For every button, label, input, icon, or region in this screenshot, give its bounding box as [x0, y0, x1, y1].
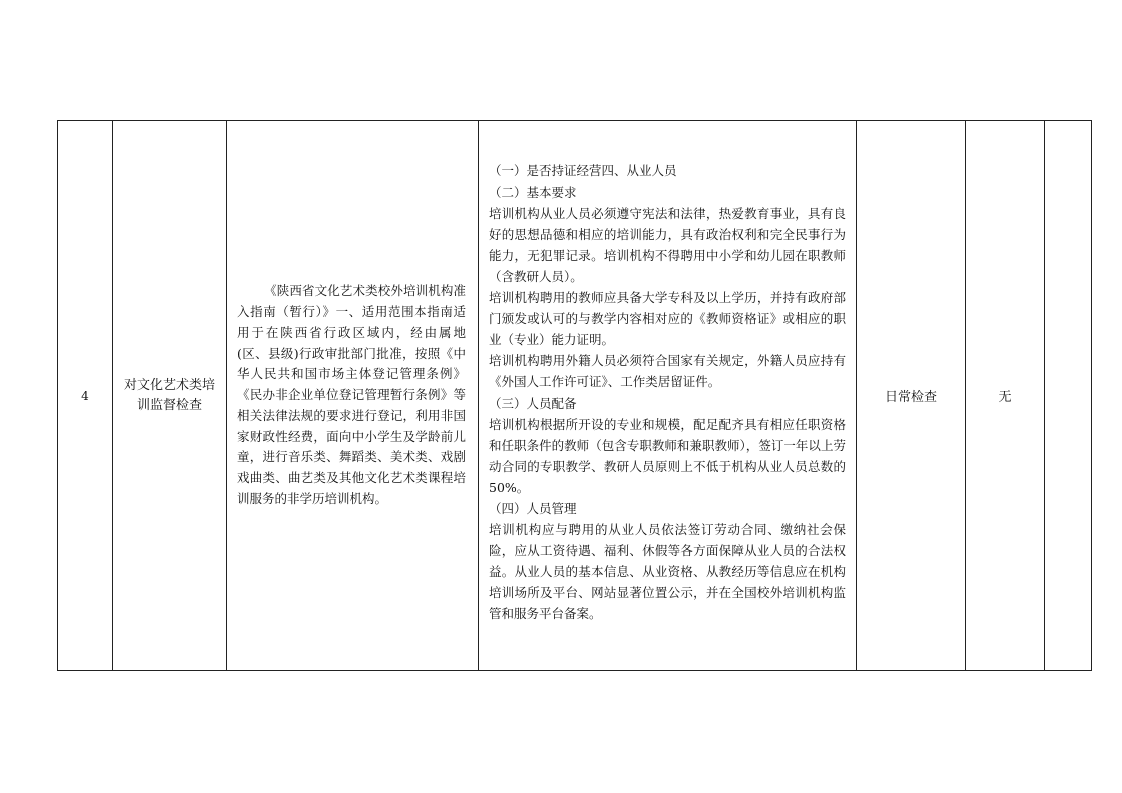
inspection-content-list: [479, 160, 856, 624]
row-number: 4: [58, 121, 113, 671]
table-row: [58, 121, 1092, 671]
content-line: 培训机构从业人员必须遵守宪法和法律，热爱教育事业，具有良好的思想品德和相应的培训能力，具有政治权利和完全民事行为能力，无犯罪记录。培训机构不得聘用中小学和幼儿园在职教师（含教研人员）。: [489, 205, 846, 284]
inspection-table: [57, 120, 1092, 671]
legal-basis-cell: [227, 121, 479, 671]
content-line: 培训机构应与聘用的从业人员依法签订劳动合同、缴纳社会保险，应从工资待遇、福利、休假等各方面保障从业人员的合法权益。从业人员的基本信息、从业资格、从教经历等信息应在机构培训场所及平台、网站显著位置公示，并在全国校外培训机构监管和服务平台备案。: [489, 522, 846, 622]
content-line: 培训机构根据所开设的专业和规模，配足配齐具有相应任职资格和任职条件的教师（包含专职教师和兼职教师），签订一年以上劳动合同的专职教学、教研人员原则上不低于机构从业人员总数的50%。: [489, 416, 846, 495]
inspection-method: 日常检查: [857, 121, 966, 671]
content-line: （三）人员配备: [489, 395, 577, 411]
empty-cell: [1045, 121, 1092, 671]
legal-basis-content: 《陕西省文化艺术类校外培训机构准入指南（暂行）》一、适用范围本指南适用于在陕西省行政区域内，经由属地(区、县级)行政审批部门批准，按照《中华人民共和国市场主体登记管理条例》《民办非企业单位登记管理暂行条例》等相关法律法规的要求进行登记，利用非国家财政性经费，面向中小学生及学龄前儿童，进行音乐类、舞蹈类、美术类、戏剧戏曲类、曲艺类及其他文化艺术类课程培训服务的非学历培训机构。: [237, 283, 466, 507]
inspection-content-cell: [479, 121, 857, 671]
inspection-item-name: 对文化艺术类培训监督检查: [113, 121, 227, 671]
content-line: （一）是否持证经营四、从业人员: [489, 163, 677, 179]
legal-basis-text: [237, 281, 466, 510]
note-cell: 无: [966, 121, 1045, 671]
content-line: 培训机构聘用的教师应具备大学专科及以上学历，并持有政府部门颁发或认可的与教学内容相对应的《教师资格证》或相应的职业（专业）能力证明。: [489, 290, 846, 348]
content-line: （二）基本要求: [489, 184, 577, 200]
content-line: 培训机构聘用外籍人员必须符合国家有关规定，外籍人员应持有《外国人工作许可证》、工作类居留证件。: [489, 353, 846, 390]
content-line: （四）人员管理: [489, 500, 577, 516]
